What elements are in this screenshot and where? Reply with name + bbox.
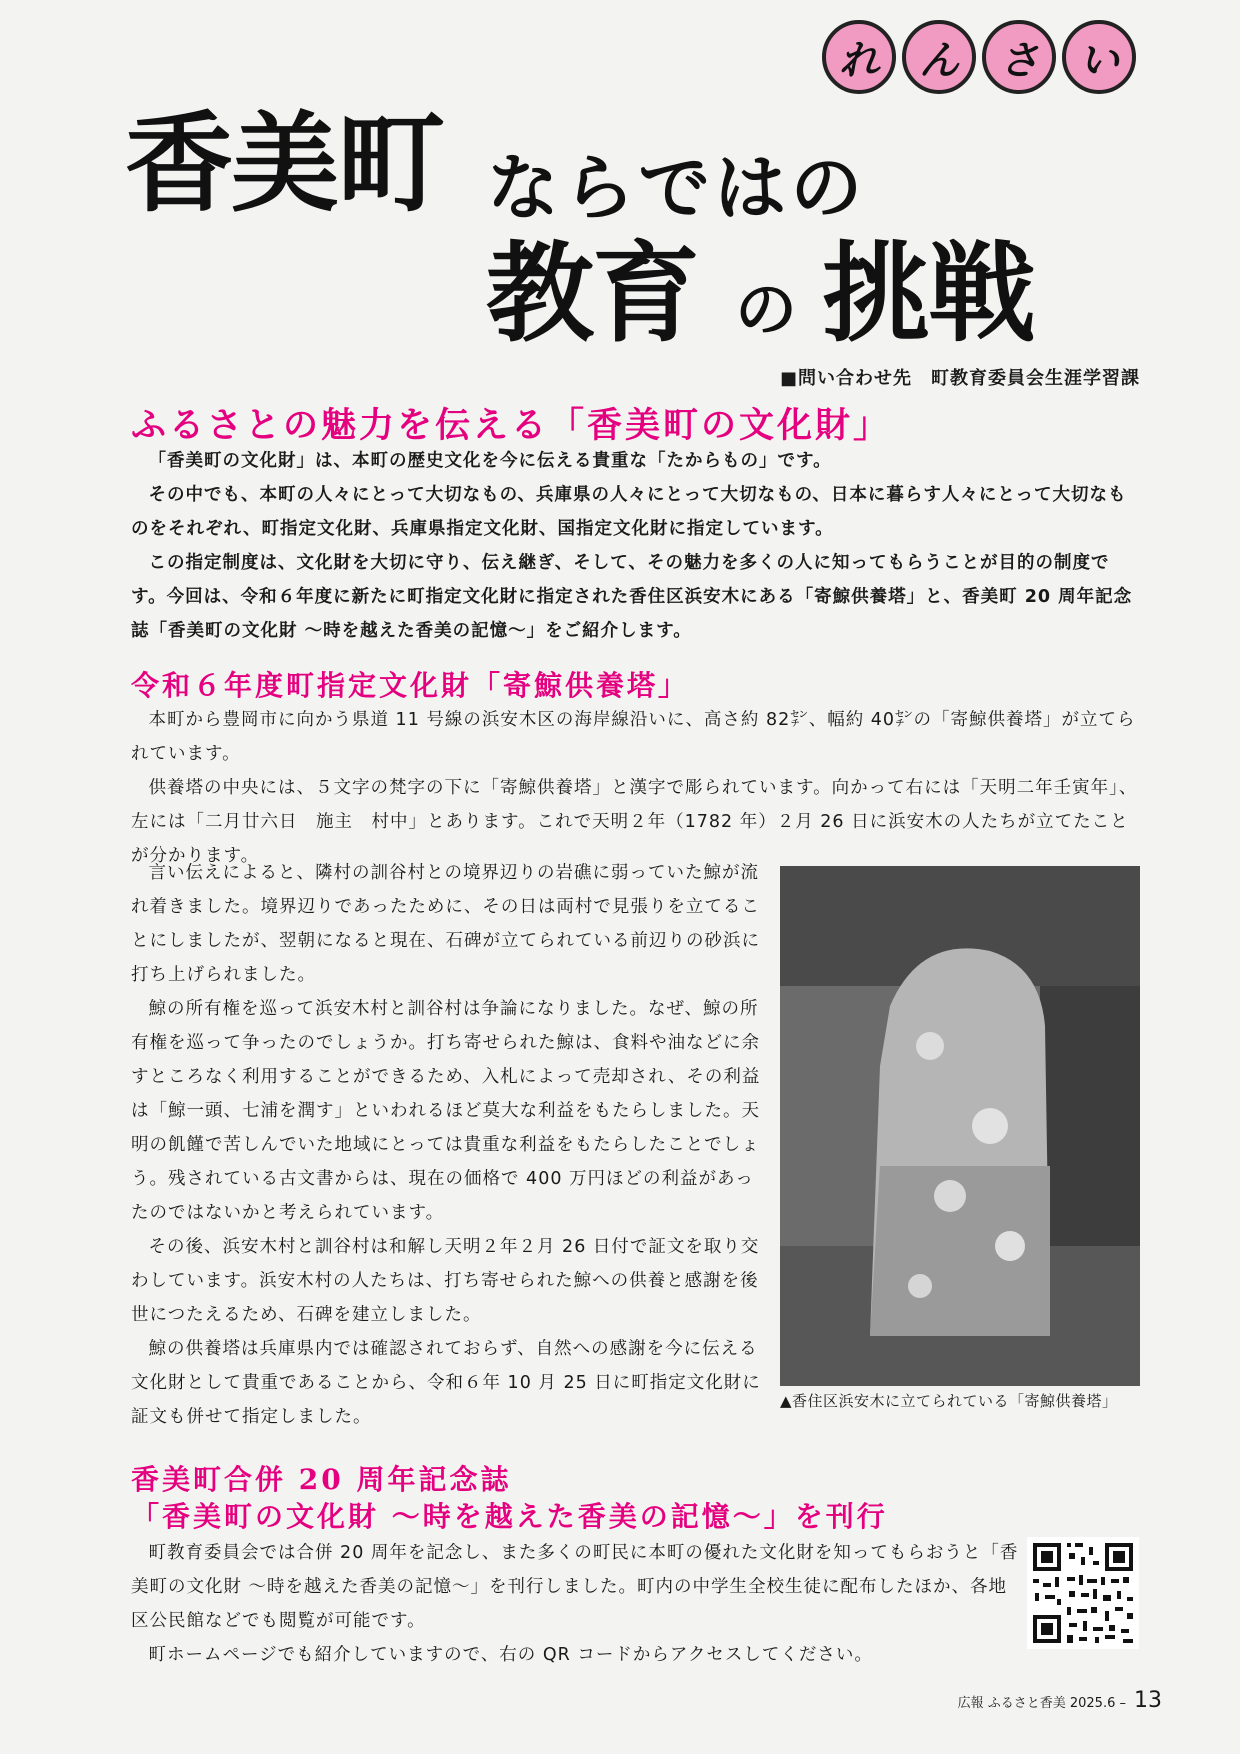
section1-paragraph: その中でも、本町の人々にとって大切なもの、兵庫県の人々にとって大切なもの、日本に暮らす人々にとって大切なものをそれぞれ、町指定文化財、兵庫県指定文化財、国指定文化財に指定しています。 (131, 485, 1127, 539)
section2-paragraph: 鯨の所有権を巡って浜安木村と訓谷村は争論になりました。なぜ、鯨の所有権を巡って争ったのでしょうか。打ち寄せられた鯨は、食料や油などに余すところなく利用することができるため、入札によって売却され、その利益は「鯨一頭、七浦を潤す」といわれるほど莫大な利益をもたらしました。天明の飢饉で苦しんでいた地域にとっては貴重な利益をもたらしたことでしょう。残されている古文書からは、現在の価格で 400 万円ほどの利益があったのではないかと考えられています。 (131, 999, 761, 1223)
section2-body-full (131, 703, 1141, 873)
photo-caption: ▲香住区浜安木に立てられている「寄鯨供養塔」 (780, 1392, 1118, 1410)
title-challenge: 挑戦 (822, 232, 1035, 357)
section3-heading-line2: 「香美町の文化財 〜時を越えた香美の記憶〜」を刊行 (131, 1500, 888, 1533)
section3-body (131, 1536, 1021, 1672)
title-no: の (735, 273, 796, 346)
section3-heading-line1: 香美町合併 20 周年記念誌 (131, 1463, 512, 1496)
publication-name: 広報 ふるさと香美 2025.6 – (957, 1696, 1126, 1711)
section1-paragraph: 「香美町の文化財」は、本町の歴史文化を今に伝える貴重な「たからもの」です。 (148, 451, 832, 471)
rensai-badge (822, 20, 1140, 100)
section2-paragraph: 言い伝えによると、隣村の訓谷村との境界辺りの岩礁に弱っていた鯨が流れ着きました。境界辺りであったために、その日は両村で見張りを立てることにしましたが、翌朝になると現在、石碑が立てられている前辺りの砂浜に打ち上げられました。 (131, 863, 760, 985)
title-kanji: 香美町 (125, 102, 444, 227)
badge-char: ん (902, 20, 976, 94)
monument-image (780, 866, 1140, 1386)
monument-photo (780, 866, 1140, 1386)
section3-paragraph: 町教育委員会では合併 20 周年を記念し、また多くの町民に本町の優れた文化財を知ってもらおうと「香美町の文化財 〜時を越えた香美の記憶〜」を刊行しました。町内の中学生全校生徒に配布したほか、各地区公民館などでも閲覧が可能です。 (131, 1543, 1019, 1631)
title-kana: ならではの (487, 146, 867, 230)
section2-heading: 令和６年度町指定文化財「寄鯨供養塔」 (131, 669, 690, 702)
badge-char: れ (822, 20, 896, 94)
section1-body (131, 444, 1141, 648)
section2-body-side (131, 856, 771, 1434)
section1-heading: ふるさとの魅力を伝える「香美町の文化財」 (131, 405, 892, 446)
section1-paragraph: この指定制度は、文化財を大切に守り、伝え継ぎ、そして、その魅力を多くの人に知ってもらうことが目的の制度です。今回は、令和６年度に新たに町指定文化財に指定された香住区浜安木にある「寄鯨供養塔」と、香美町 20 周年記念誌「香美町の文化財 〜時を越えた香美の記憶〜」をご紹介します。 (131, 553, 1133, 641)
badge-char: い (1062, 20, 1136, 94)
qr-code-icon (1027, 1537, 1139, 1649)
title-education: 教育 (486, 232, 699, 357)
badge-char: さ (982, 20, 1056, 94)
contact-info: ■問い合わせ先 町教育委員会生涯学習課 (779, 368, 1140, 389)
page-number: 13 (1134, 1688, 1162, 1713)
page-footer (958, 1688, 1162, 1713)
section2-paragraph: 供養塔の中央には、５文字の梵字の下に「寄鯨供養塔」と漢字で彫られています。向かって右には「天明二年壬寅年」、左には「二月廿六日 施主 村中」とあります。これで天明２年（1782 年）２月 26 日に浜安木の人たちが立てたことが分かります。 (131, 778, 1138, 866)
section2-paragraph: 本町から豊岡市に向かう県道 11 号線の浜安木区の海岸線沿いに、高さ約 82㌢、幅約 40㌢の「寄鯨供養塔」が立てられています。 (131, 710, 1136, 764)
qr-code[interactable] (1027, 1537, 1139, 1649)
section3-paragraph: 町ホームページでも紹介していますので、右の QR コードからアクセスしてください。 (148, 1645, 873, 1665)
section2-paragraph: その後、浜安木村と訓谷村は和解し天明２年２月 26 日付で証文を取り交わしています。浜安木村の人たちは、打ち寄せられた鯨への供養と感謝を後世につたえるため、石碑を建立しました。 (131, 1237, 760, 1325)
section2-paragraph: 鯨の供養塔は兵庫県内では確認されておらず、自然への感謝を今に伝える文化財として貴重であることから、令和６年 10 月 25 日に町指定文化財に証文も併せて指定しました。 (131, 1339, 761, 1427)
